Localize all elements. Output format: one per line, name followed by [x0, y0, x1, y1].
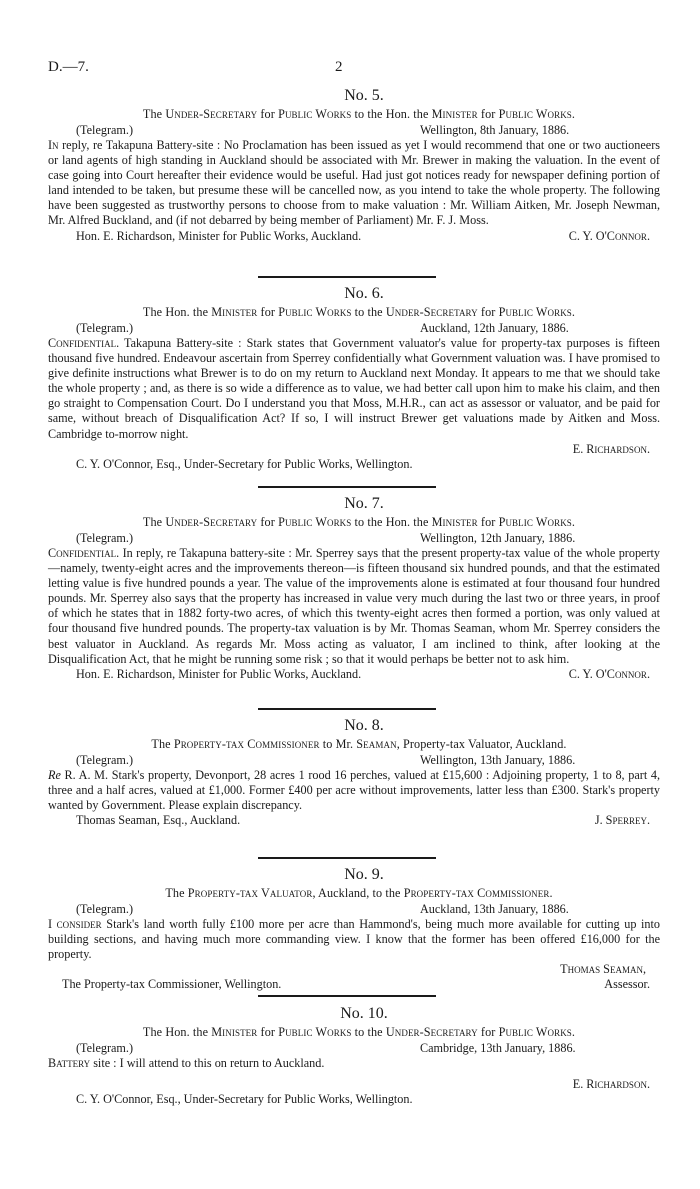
- dispatch-method: (Telegram.): [76, 1041, 134, 1055]
- signatory: E. Richardson.: [572, 1077, 650, 1092]
- section-divider: [258, 857, 436, 859]
- document-no-9: [48, 865, 660, 992]
- message-body: Re R. A. M. Stark's property, Devonport, 28 acres 1 rood 16 perches, valued at £15,600 : Adjoining property, 1 to 8, part 4, three and a half acres, valued at £1,000. Former £400 per acre without improvements, latter less than £300. Stark's property wanted by Government. Please explain discrepancy.: [48, 768, 660, 813]
- document-heading: The Hon. the Minister for Public Works to the Under-Secretary for Public Works.: [142, 1025, 576, 1039]
- dispatch-line: [48, 321, 660, 336]
- document-number: No. 6.: [344, 285, 384, 302]
- section-divider: [258, 276, 436, 278]
- document-no-5: [48, 86, 660, 244]
- page-number: 2: [335, 59, 343, 75]
- message-body: Confidential. In reply, re Takapuna battery-site : Mr. Sperrey says that the present property-tax value of the whole property—namely, twenty-eight acres and the improvements thereon—is fifteen thousand six hundred pounds, and that the estimated letting value is five hundred pounds a year. The value of the improvements alone is estimated at four thousand four hundred pounds. Mr. Sperrey also says that the property has increased in value very much during the last two or three years, in proof of which he states that in 1882 forty-two acres, of which this twenty-eight acres then formed a portion, was only valued at four thousand five hundred pounds. The property-tax valuation is by Mr. Thomas Seaman, whom Mr. Sperrey considers the best valuator in Auckland. As regards Mr. Moss acting as valuator, I am inclined to think, after looking at the Disqualification Act, that he might be running some risk ; so that it would perhaps be better not to ask him.: [48, 546, 660, 666]
- message-body: I consider Stark's land worth fully £100 more per acre than Hammond's, being much more available for cutting up into building sections, and having much more commanding view. I know that the former has been offered £16,000 for the property.: [48, 917, 660, 962]
- message-body: Confidential. Takapuna Battery-site : Stark states that Government valuator's value for property-tax purposes is fifteen thousand five hundred. Endeavour ascertain from Sperrey confidentially what Government valuation was. I have promised to give definite instructions what Brewer is to do on my return to Auckland next Monday. It appears to me that we should take the whole property ; and, as there is so wide a difference as to value, we had better call upon him to make his claim, and then go straight to Compensation Court. Do I understand you that Moss, M.H.R., can act as assessor or valuator, and be paid for same, without breach of Disqualification Act? If so, I will instruct Brewer get valuations made by Aitken and Moss. Cambridge to-morrow night.: [48, 336, 660, 441]
- dispatch-line: [48, 753, 660, 768]
- document-heading: The Property-tax Commissioner to Mr. Seaman, Property-tax Valuator, Auckland.: [151, 737, 567, 751]
- place-date: Auckland, 12th January, 1886.: [420, 321, 569, 335]
- dispatch-line: [48, 902, 660, 917]
- document-no-6: [48, 284, 660, 472]
- signatory: C. Y. O'Connor.: [568, 228, 650, 243]
- document-number: No. 8.: [344, 717, 384, 734]
- signatory: E. Richardson.: [572, 441, 650, 456]
- lead-word: I consider: [48, 917, 102, 931]
- section-divider: [258, 486, 436, 488]
- section-divider: [258, 995, 436, 997]
- document-number: No. 5.: [344, 87, 384, 104]
- place-date: Cambridge, 13th January, 1886.: [420, 1041, 576, 1055]
- document-no-10: [48, 1004, 660, 1107]
- signature-line: [48, 977, 660, 992]
- message-body: In reply, re Takapuna Battery-site : No Proclamation has been issued as yet I would recommend that one or two auctioneers or land agents of high standing in Auckland should be associated with Mr. Brewer in making the valuation. In the event of case going into Court hereafter their evidence would be useful. Had just got notices ready for newspaper defining portion of land intended to be taken, but presume these will be cancelled now, as you intend to take the whole property. The following have been suggested as trustworthy persons to choose from to make valuation : Mr. William Aitken, Mr. Joseph Newman, Mr. Alfred Buckland, and (if not debarred by being member of Parliament) Mr. F. J. Moss.: [48, 138, 660, 228]
- dispatch-line: [48, 531, 660, 546]
- signatory-line: [48, 1077, 660, 1092]
- place-date: Wellington, 8th January, 1886.: [420, 123, 570, 137]
- document-no-7: [48, 494, 660, 682]
- document-number: No. 10.: [340, 1005, 388, 1022]
- signatory-line: [48, 442, 660, 457]
- signatory-title: Assessor.: [604, 977, 650, 992]
- paper-reference: D.—7.: [48, 59, 89, 75]
- place-date: Wellington, 13th January, 1886.: [420, 753, 576, 767]
- dispatch-line: [48, 1041, 660, 1056]
- signature-line: [48, 813, 660, 828]
- document-heading: The Property-tax Valuator, Auckland, to the Property-tax Commissioner.: [165, 886, 553, 900]
- addressee-line: [48, 1092, 660, 1107]
- document-no-8: [48, 716, 660, 828]
- document-number: No. 7.: [344, 495, 384, 512]
- dispatch-method: (Telegram.): [76, 321, 134, 335]
- lead-word: Confidential.: [48, 336, 120, 350]
- place-date: Wellington, 12th January, 1886.: [420, 531, 576, 545]
- dispatch-method: (Telegram.): [76, 902, 134, 916]
- dispatch-method: (Telegram.): [76, 753, 134, 767]
- addressee: Thomas Seaman, Esq., Auckland.: [76, 813, 241, 828]
- addressee: C. Y. O'Connor, Esq., Under-Secretary for Public Works, Wellington.: [76, 1092, 413, 1107]
- document-heading: The Hon. the Minister for Public Works to the Under-Secretary for Public Works.: [142, 305, 576, 319]
- signatory: Thomas Seaman,: [560, 962, 646, 977]
- signatory-line: [48, 962, 660, 977]
- dispatch-method: (Telegram.): [76, 531, 134, 545]
- addressee: The Property-tax Commissioner, Wellington.: [62, 977, 282, 992]
- running-header: [48, 60, 652, 80]
- addressee-line: [48, 457, 660, 472]
- signatory: J. Sperrey.: [594, 813, 650, 828]
- addressee: C. Y. O'Connor, Esq., Under-Secretary for Public Works, Wellington.: [76, 456, 413, 471]
- signatory: C. Y. O'Connor.: [568, 666, 650, 681]
- document-heading: The Under-Secretary for Public Works to the Hon. the Minister for Public Works.: [142, 515, 576, 529]
- document-heading: The Under-Secretary for Public Works to the Hon. the Minister for Public Works.: [142, 107, 576, 121]
- place-date: Auckland, 13th January, 1886.: [420, 902, 569, 916]
- signature-line: [48, 667, 660, 682]
- dispatch-line: [48, 123, 660, 138]
- message-body: Battery site : I will attend to this on return to Auckland.: [48, 1056, 325, 1070]
- lead-word: Confidential.: [48, 546, 120, 560]
- lead-word: Battery: [48, 1056, 91, 1070]
- signature-line: [48, 229, 660, 244]
- addressee: Hon. E. Richardson, Minister for Public Works, Auckland.: [76, 228, 362, 243]
- lead-word: Re: [48, 768, 61, 782]
- addressee: Hon. E. Richardson, Minister for Public Works, Auckland.: [76, 666, 362, 681]
- section-divider: [258, 708, 436, 710]
- dispatch-method: (Telegram.): [76, 123, 134, 137]
- document-number: No. 9.: [344, 866, 384, 883]
- lead-word: In: [48, 138, 59, 152]
